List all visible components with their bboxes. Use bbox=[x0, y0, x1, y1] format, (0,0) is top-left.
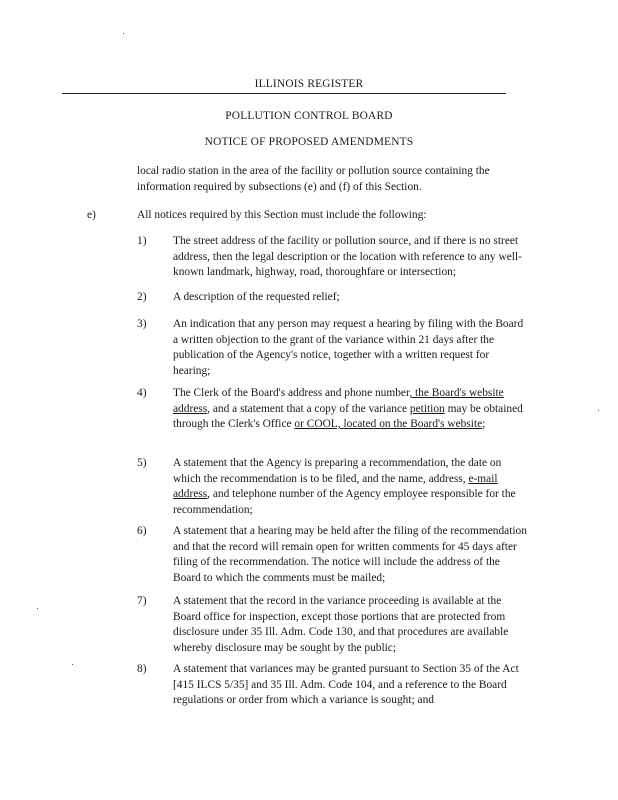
inserted-text: , the Board's website address bbox=[173, 387, 504, 415]
item-text: A statement that the record in the variance proceeding is available at the Board office for inspection, except those portions that are protected from disclosure under 35 Ill. Adm. Code 130, and that procedures are available whereby disclosure may be sought by the public; bbox=[173, 595, 509, 654]
item-number: 3) bbox=[137, 318, 147, 330]
item-text: A statement that variances may be granted pursuant to Section 35 of the Act [415 ILCS 5/35] and 35 Ill. Adm. Code 104, and a reference to the Board regulations or order from which a variance is sought; and bbox=[173, 663, 519, 706]
inserted-text: e-mail address bbox=[173, 472, 498, 500]
item-number: 8) bbox=[137, 663, 147, 675]
subsection-text: All notices required by this Section must include the following: bbox=[137, 209, 427, 221]
item-number: 4) bbox=[137, 387, 147, 399]
item-number: 7) bbox=[137, 595, 147, 607]
scan-speck bbox=[123, 33, 124, 34]
scan-speck bbox=[598, 410, 599, 411]
inserted-text: or COOL, located on the Board's website bbox=[294, 418, 483, 430]
item-number: 1) bbox=[137, 235, 147, 247]
header-rule bbox=[62, 93, 506, 94]
inserted-text: petition bbox=[409, 402, 445, 415]
intro-paragraph: local radio station in the area of the facility or pollution source containing the information required by subsections (e) and (f) of this Section. bbox=[137, 165, 490, 193]
item-text: A statement that the Agency is preparing a recommendation, the date on which the recommendation is to be filed, and the name, address, e-mail address, and telephone number of the Agency employee responsible for the recommendation; bbox=[173, 457, 516, 516]
board-title: POLLUTION CONTROL BOARD bbox=[225, 110, 393, 122]
subsection-label: e) bbox=[87, 209, 96, 221]
notice-title: NOTICE OF PROPOSED AMENDMENTS bbox=[204, 136, 414, 148]
item-text: The Clerk of the Board's address and phone number, the Board's website address, and a statement that a copy of the variance petition may be obtained through the Clerk's Office or COOL, located on the Board's website; bbox=[173, 387, 523, 430]
item-number: 5) bbox=[137, 457, 147, 469]
item-number: 2) bbox=[137, 291, 147, 303]
item-text: A description of the requested relief; bbox=[173, 291, 340, 303]
register-title: ILLINOIS REGISTER bbox=[254, 78, 364, 90]
scan-speck bbox=[72, 664, 73, 665]
item-text: A statement that a hearing may be held after the filing of the recommendation and that the record will remain open for written comments for 45 days after filing of the recommendation. The notice will include the address of the Board to which the comments must be mailed; bbox=[173, 525, 527, 584]
scan-speck bbox=[37, 608, 38, 609]
item-text: The street address of the facility or pollution source, and if there is no street address, then the legal description or the location with reference to any well-known landmark, highway, road, thoroughfare or intersection; bbox=[173, 235, 522, 278]
item-number: 6) bbox=[137, 525, 147, 537]
item-text: An indication that any person may request a hearing by filing with the Board a written objection to the grant of the variance within 21 days after the publication of the Agency's notice, together with a written request for hearing; bbox=[173, 318, 524, 377]
